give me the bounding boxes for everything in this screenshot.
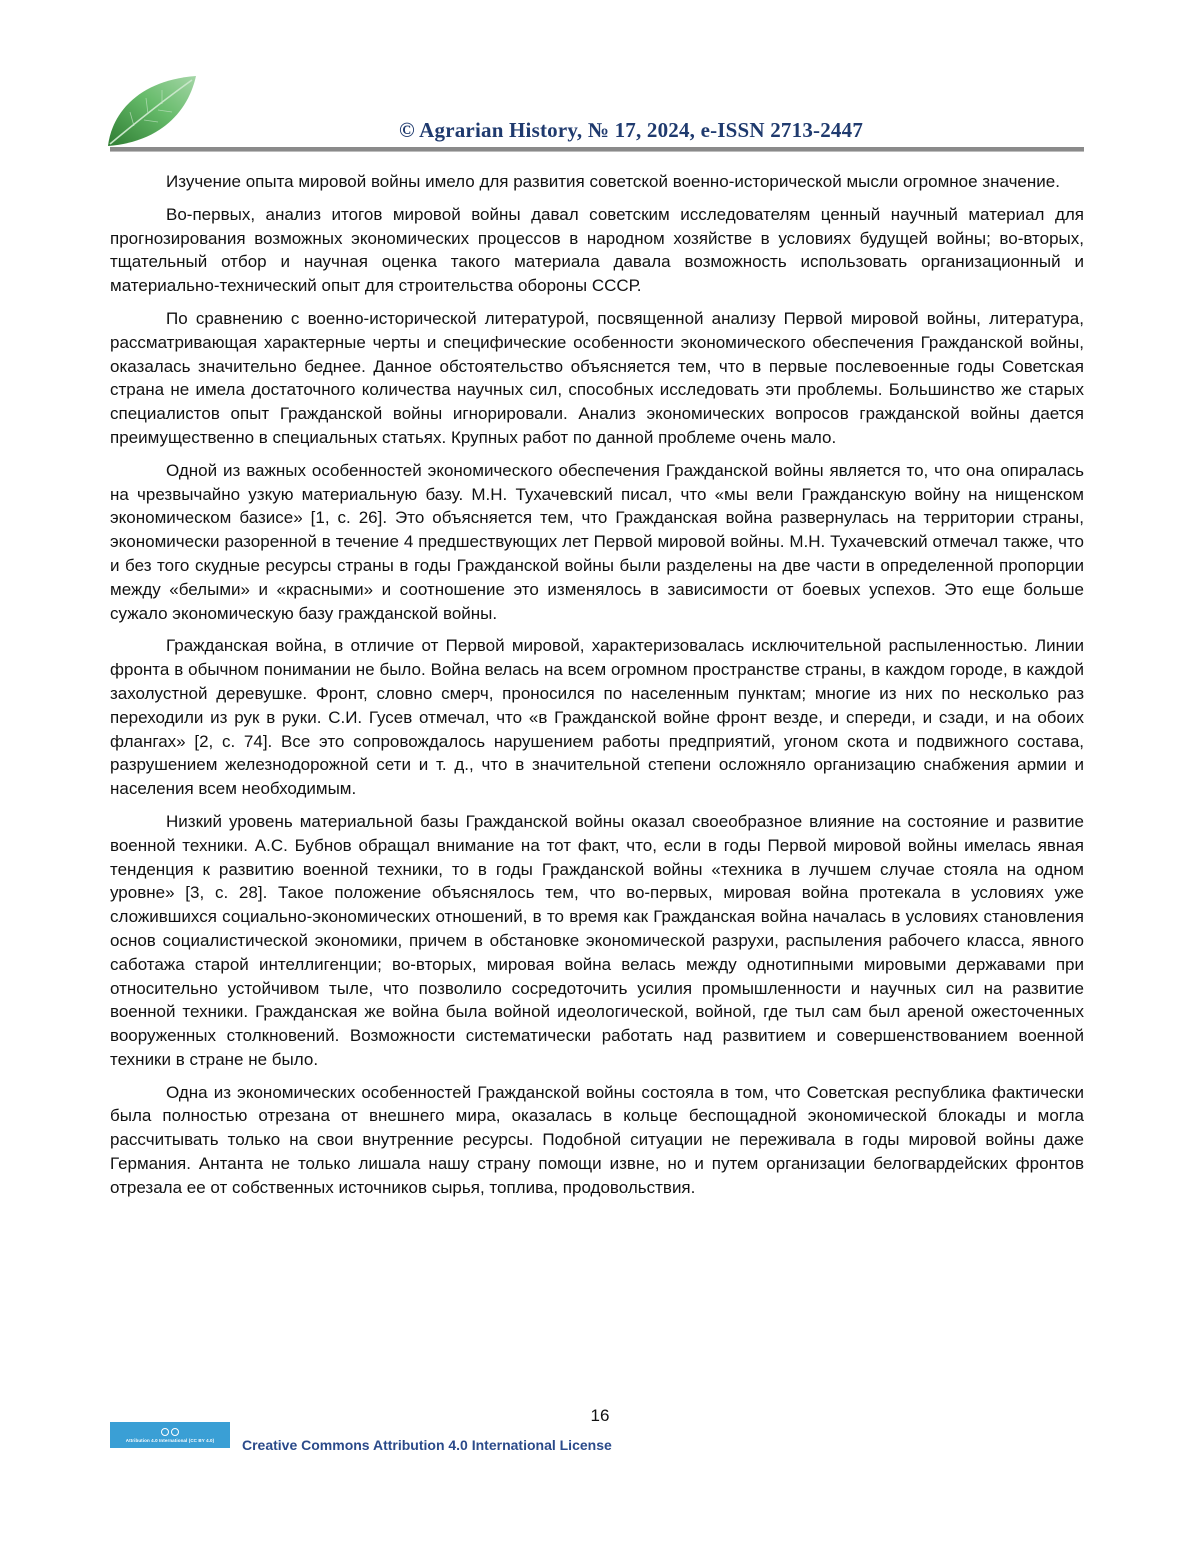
badge-text: Attribution 4.0 International (CC BY 4.0)	[125, 1437, 215, 1443]
paragraph: Изучение опыта мировой войны имело для развития советской военно-исторической мысли огромное значение.	[166, 172, 1060, 191]
paragraph: Гражданская война, в отличие от Первой мировой, характеризовалась исключительной распыленностью. Линии фронта в обычном понимании не было. Война велась на всем огромном пространстве страны, в каждом городе, в каждой захолустной деревушке. Фронт, словно смерч, проносился по населенным пунктам; многие из них по несколько раз переходили из рук в руки. С.И. Гусев отмечал, что «в Гражданской войне фронт везде, и спереди, и сзади, и на обоих флангах» [2, с. 74]. Все это сопровождалось нарушением работы предприятий, угоном скота и подвижного состава, разрушением железнодорожной сети и т. д., что в значительной степени осложняло организацию снабжения армии и населения всем необходимым.	[110, 636, 1084, 799]
journal-title: © Agrarian History, № 17, 2024, e-ISSN 2713-2447	[398, 118, 864, 142]
paragraph: Во-первых, анализ итогов мировой войны давал советским исследователям ценный научный материал для прогнозирования возможных экономических процессов в народном хозяйстве в условиях будущей войны; во-вторых, тщательный отбор и научная оценка такого материала давала возможность использовать организационный и материально-технический опыт для строительства обороны СССР.	[110, 204, 1084, 296]
license-link[interactable]: Creative Commons Attribution 4.0 International License	[242, 1437, 612, 1453]
page-header	[0, 0, 1200, 160]
cc-license-badge[interactable]	[110, 1422, 230, 1448]
paragraph: Одна из экономических особенностей Гражданской войны состояла в том, что Советская республика фактически была полностью отрезана от внешнего мира, оказалась в кольце беспощадной экономической блокады и могла рассчитывать только на свои внутренние ресурсы. Подобной ситуации не переживала в годы мировой войны даже Германия. Антанта не только лишала нашу страну помощи извне, но и путем организации белогвардейских фронтов отрезала ее от собственных источников сырья, топлива, продовольствия.	[110, 1082, 1084, 1197]
paragraph: Одной из важных особенностей экономического обеспечения Гражданской войны является то, что она опиралась на чрезвычайно узкую материальную базу. М.Н. Тухачевский писал, что «мы вели Гражданскую войну на нищенском экономическом базисе» [1, с. 26]. Это объясняется тем, что Гражданская война развернулась на территории страны, экономически разоренной в течение 4 предшествующих лет Первой мировой войны. М.Н. Тухачевский отмечал также, что и без того скудные ресурсы страны в годы Гражданской войны были разделены на две части в определенной пропорции между «белыми» и «красными» и соотношение это изменялось в зависимости от боевых успехов. Это еще больше сужало экономическую базу гражданской войны.	[110, 460, 1084, 623]
by-icon	[171, 1428, 179, 1436]
article-body	[110, 170, 1084, 1209]
page-number: 16	[590, 1406, 610, 1425]
cc-icon	[161, 1428, 169, 1436]
header-divider	[110, 147, 1084, 152]
cc-icons	[161, 1428, 179, 1436]
paragraph: Низкий уровень материальной базы Гражданской войны оказал своеобразное влияние на состояние и развитие военной техники. А.С. Бубнов обращал внимание на тот факт, что, если в годы Первой мировой войны имелась явная тенденция к развитию военной техники, то в годы Гражданской войны «техника в лучшем случае стояла на одном уровне» [3, с. 28]. Такое положение объяснялось тем, что во-первых, мировая война протекала в условиях уже сложившихся социально-экономических отношений, в то время как Гражданская война началась в условиях становления основ социалистической экономики, причем в обстановке экономической разрухи, распыления рабочего класса, явного саботажа старой интеллигенции; во-вторых, мировая война велась между однотипными мировыми державами при относительно устойчивом тыле, что позволило сосредоточить усилия промышленности и научных сил на развитие военной техники. Гражданская же война была войной идеологической, войной, где тыл сам был ареной ожесточенных вооруженных столкновений. Возможности систематически работать над развитием и совершенствованием военной техники в стране не было.	[110, 811, 1084, 1069]
paragraph: По сравнению с военно-исторической литературой, посвященной анализу Первой мировой войны, литература, рассматривающая характерные черты и специфические особенности экономического обеспечения Гражданской войны, оказалась значительно беднее. Данное обстоятельство объясняется тем, что в первые послевоенные годы Советская страна не имела достаточного количества научных сил, способных исследовать эти проблемы. Большинство же старых специалистов опыт Гражданской войны игнорировали. Анализ экономических вопросов гражданской войны дается преимущественно в специальных статьях. Крупных работ по данной проблеме очень мало.	[110, 308, 1084, 447]
